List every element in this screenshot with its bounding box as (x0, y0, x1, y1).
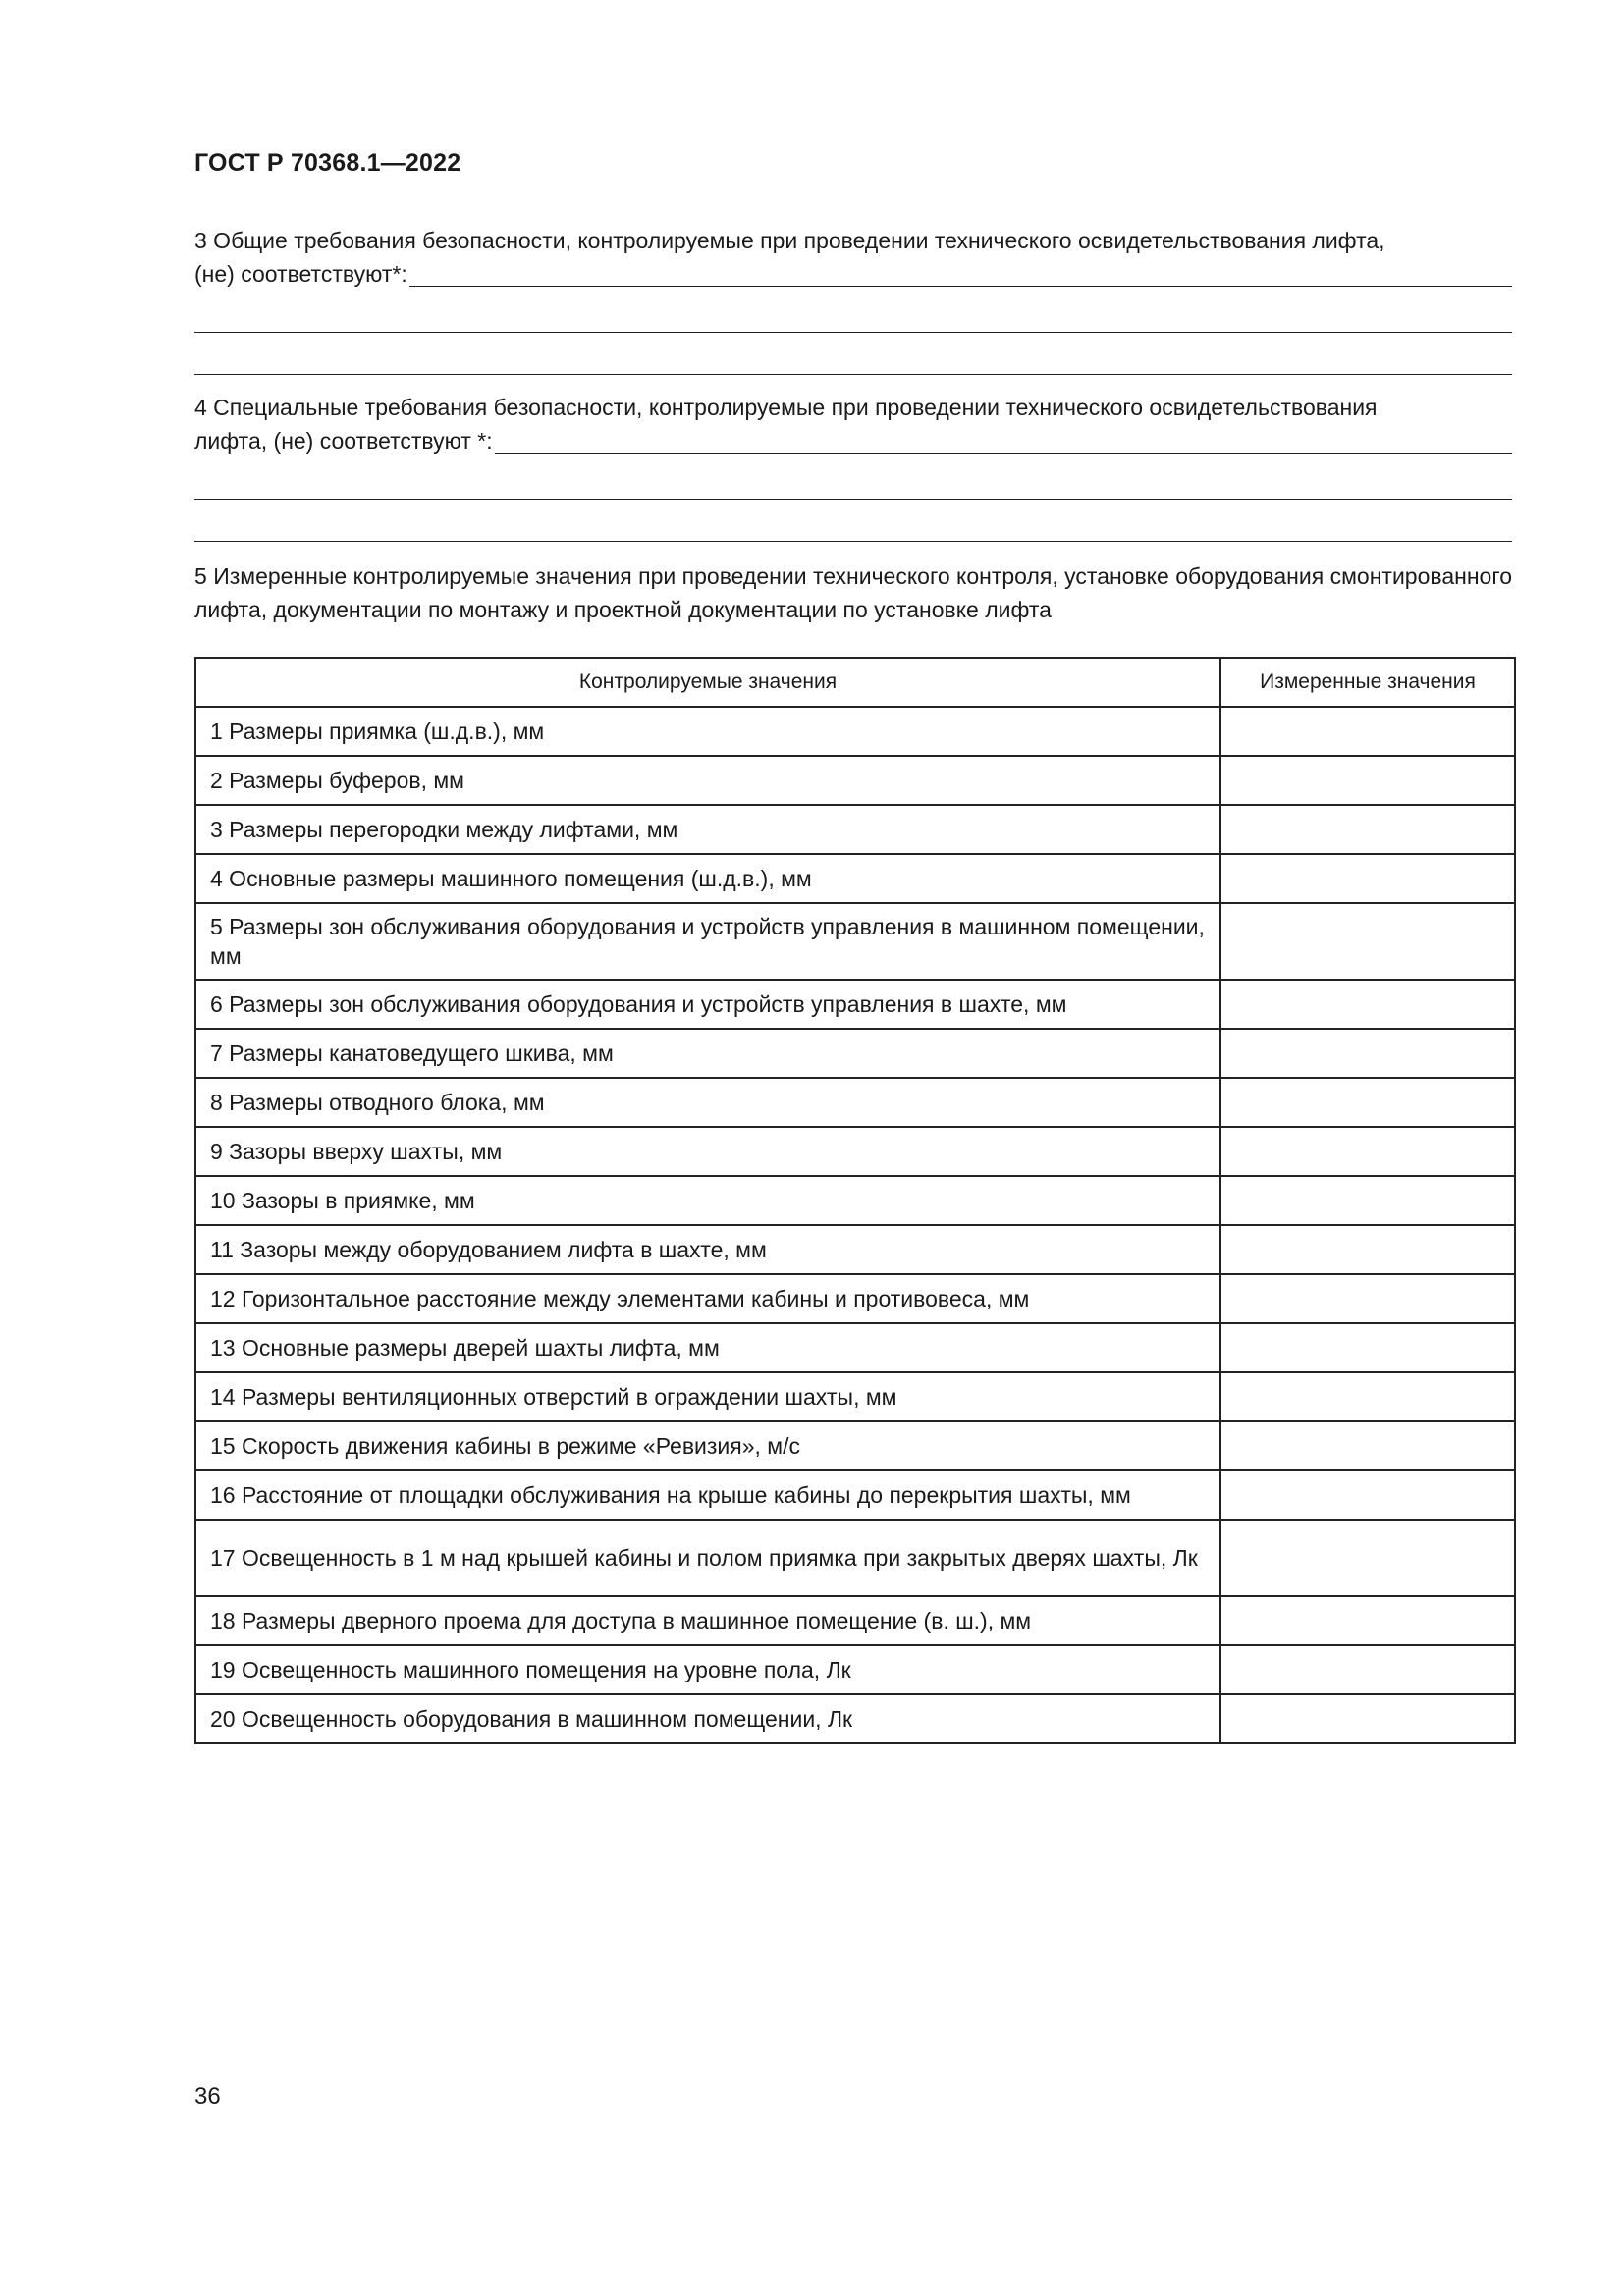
row-label: 1 Размеры приямка (ш.д.в.), мм (195, 707, 1220, 756)
row-value[interactable] (1220, 805, 1515, 854)
section-3-blank-line-2[interactable] (194, 291, 1512, 333)
section-5 (194, 560, 1512, 626)
table-row (195, 1520, 1515, 1596)
row-value[interactable] (1220, 1127, 1515, 1176)
table-row (195, 805, 1515, 854)
table-row (195, 1225, 1515, 1274)
row-label: 13 Основные размеры дверей шахты лифта, мм (195, 1323, 1220, 1372)
section-3-text: 3 Общие требования безопасности, контролируемые при проведении технического освидетельствования лифта, (194, 228, 1385, 253)
row-label: 5 Размеры зон обслуживания оборудования и устройств управления в машинном помещении, мм (195, 903, 1220, 980)
section-3 (194, 224, 1512, 375)
row-value[interactable] (1220, 854, 1515, 903)
section-5-text: 5 Измеренные контролируемые значения при проведении технического контроля, установке оборудования смонтированного лифта, документации по монтажу и проектной документации по установке лифта (194, 563, 1512, 622)
table-row (195, 1372, 1515, 1421)
section-4 (194, 391, 1512, 542)
table-header-row (195, 658, 1515, 707)
table-row (195, 1127, 1515, 1176)
table-row (195, 1645, 1515, 1694)
row-value[interactable] (1220, 1645, 1515, 1694)
row-label: 17 Освещенность в 1 м над крышей кабины и полом приямка при закрытых дверях шахты, Лк (195, 1520, 1220, 1596)
row-label: 19 Освещенность машинного помещения на уровне пола, Лк (195, 1645, 1220, 1694)
row-value[interactable] (1220, 756, 1515, 805)
row-label: 20 Освещенность оборудования в машинном помещении, Лк (195, 1694, 1220, 1743)
row-value[interactable] (1220, 1372, 1515, 1421)
row-value[interactable] (1220, 1470, 1515, 1520)
measurements-table (194, 657, 1516, 1744)
table-row (195, 1470, 1515, 1520)
section-3-fill-line (194, 257, 1512, 291)
row-value[interactable] (1220, 1694, 1515, 1743)
table-row (195, 1421, 1515, 1470)
row-value[interactable] (1220, 1520, 1515, 1596)
section-3-text-end: (не) соответствуют*: (194, 261, 407, 287)
document-header: ГОСТ Р 70368.1—2022 (194, 149, 461, 177)
row-label: 10 Зазоры в приямке, мм (195, 1176, 1220, 1225)
section-3-blank[interactable] (409, 260, 1512, 287)
row-value[interactable] (1220, 903, 1515, 980)
section-3-blank-line-3[interactable] (194, 333, 1512, 375)
row-label: 18 Размеры дверного проема для доступа в машинное помещение (в. ш.), мм (195, 1596, 1220, 1645)
row-label: 8 Размеры отводного блока, мм (195, 1078, 1220, 1127)
header-measured-values: Измеренные значения (1220, 658, 1515, 707)
row-label: 6 Размеры зон обслуживания оборудования и устройств управления в шахте, мм (195, 980, 1220, 1029)
row-value[interactable] (1220, 1078, 1515, 1127)
table-row (195, 980, 1515, 1029)
row-label: 2 Размеры буферов, мм (195, 756, 1220, 805)
row-label: 7 Размеры канатоведущего шкива, мм (195, 1029, 1220, 1078)
section-4-blank[interactable] (495, 427, 1512, 454)
row-label: 9 Зазоры вверху шахты, мм (195, 1127, 1220, 1176)
section-4-text-end: лифта, (не) соответствуют *: (194, 428, 493, 454)
page-number: 36 (194, 2083, 221, 2109)
table-row (195, 1694, 1515, 1743)
row-label: 11 Зазоры между оборудованием лифта в шахте, мм (195, 1225, 1220, 1274)
row-value[interactable] (1220, 1596, 1515, 1645)
table-row (195, 1029, 1515, 1078)
section-4-blank-line-2[interactable] (194, 457, 1512, 500)
row-value[interactable] (1220, 707, 1515, 756)
row-value[interactable] (1220, 1176, 1515, 1225)
row-value[interactable] (1220, 1323, 1515, 1372)
row-value[interactable] (1220, 1274, 1515, 1323)
row-label: 4 Основные размеры машинного помещения (ш.д.в.), мм (195, 854, 1220, 903)
table-row (195, 1274, 1515, 1323)
section-4-fill-line (194, 424, 1512, 457)
table-row (195, 1176, 1515, 1225)
section-4-text: 4 Специальные требования безопасности, контролируемые при проведении технического освидетельствования (194, 395, 1378, 420)
row-label: 12 Горизонтальное расстояние между элементами кабины и противовеса, мм (195, 1274, 1220, 1323)
table-row (195, 1323, 1515, 1372)
header-controlled-values: Контролируемые значения (195, 658, 1220, 707)
table-row (195, 1078, 1515, 1127)
table-row (195, 903, 1515, 980)
table-row (195, 854, 1515, 903)
row-label: 15 Скорость движения кабины в режиме «Ревизия», м/с (195, 1421, 1220, 1470)
row-label: 16 Расстояние от площадки обслуживания на крыше кабины до перекрытия шахты, мм (195, 1470, 1220, 1520)
row-value[interactable] (1220, 1225, 1515, 1274)
table-row (195, 756, 1515, 805)
table-row (195, 707, 1515, 756)
row-value[interactable] (1220, 1421, 1515, 1470)
table-row (195, 1596, 1515, 1645)
row-value[interactable] (1220, 980, 1515, 1029)
row-value[interactable] (1220, 1029, 1515, 1078)
row-label: 3 Размеры перегородки между лифтами, мм (195, 805, 1220, 854)
section-4-blank-line-3[interactable] (194, 500, 1512, 542)
row-label: 14 Размеры вентиляционных отверстий в ограждении шахты, мм (195, 1372, 1220, 1421)
